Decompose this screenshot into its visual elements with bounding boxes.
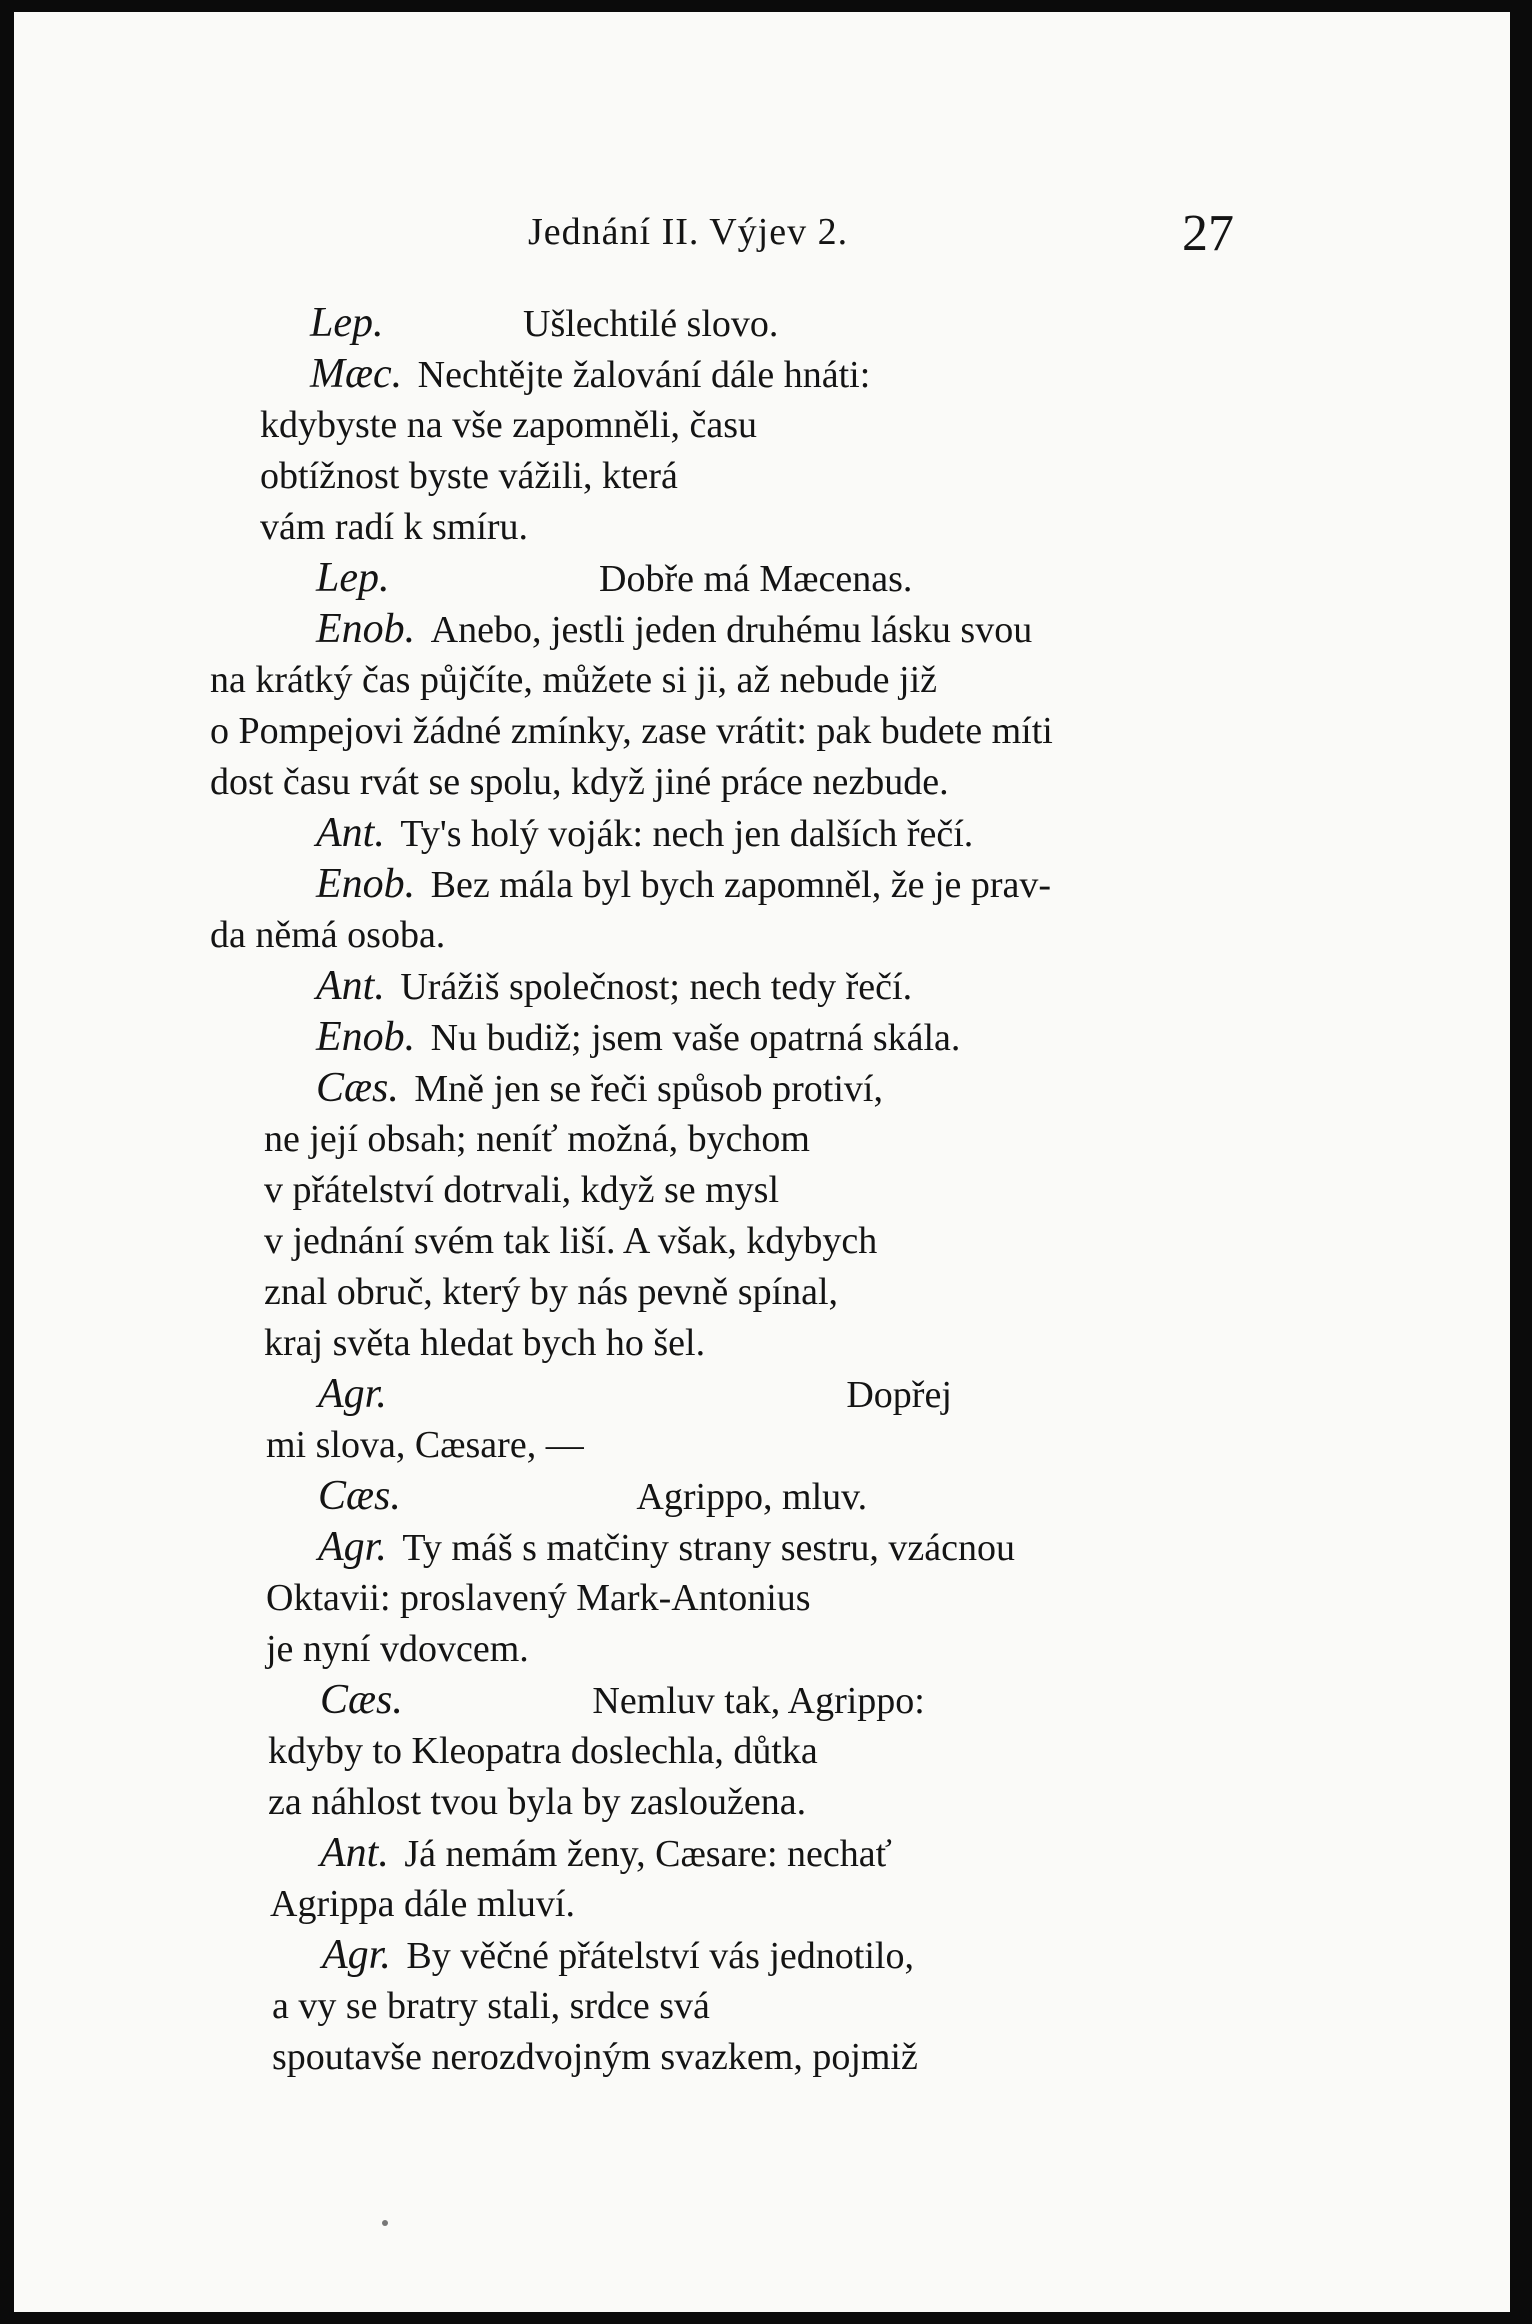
line-text: By věčné přátelství vás jednotilo, (406, 1935, 914, 1977)
text-line (272, 1981, 710, 2031)
speaker-label: Lep. (316, 555, 390, 601)
text-line (270, 1879, 575, 1929)
text-line (272, 2032, 918, 2082)
speaker-label: Enob. (316, 606, 416, 652)
line-text: Agrippo, mluv. (636, 1476, 868, 1518)
line-text: mi slova, Cæsare, — (266, 1424, 584, 1466)
text-line (268, 1726, 818, 1776)
line-text: Ušlechtilé slovo. (523, 303, 779, 345)
text-line (320, 1675, 925, 1725)
line-text: v jednání svém tak liší. A však, kdybych (264, 1220, 878, 1262)
text-line (260, 400, 757, 450)
speaker-label: Enob. (316, 1014, 416, 1060)
text-line (268, 1777, 806, 1827)
speaker-label: Agr. (318, 1524, 387, 1570)
text-line (266, 1624, 529, 1674)
line-text: Dobře má Mæcenas. (599, 558, 913, 600)
line-text: Dopřej (846, 1374, 952, 1416)
line-text: na krátký čas půjčíte, můžete si ji, až nebude již (210, 659, 937, 701)
scan-border-left (0, 0, 14, 2324)
speaker-label: Lep. (310, 300, 384, 346)
line-text: da němá osoba. (210, 914, 446, 956)
scan-border-right (1510, 0, 1532, 2324)
line-text: kdybyste na vše zapomněli, času (260, 404, 758, 446)
speaker-label: Ant. (316, 810, 385, 856)
text-line (210, 757, 949, 807)
speaker-label: Agr. (318, 1371, 387, 1417)
line-text: spoutavše nerozdvojným svazkem, pojmiž (272, 2036, 918, 2078)
text-line (316, 604, 1032, 654)
line-text: Urážiš společnost; nech tedy řečí. (400, 966, 913, 1008)
line-text: Anebo, jestli jeden druhému lásku svou (430, 609, 1033, 651)
text-line (310, 349, 870, 399)
text-line (318, 1471, 867, 1521)
page-number: 27 (1182, 205, 1234, 262)
line-text: obtížnost byste vážili, která (260, 455, 678, 497)
line-text: Ty's holý voják: nech jen dalších řečí. (400, 813, 974, 855)
text-line (318, 1369, 952, 1419)
line-text: za náhlost tvou byla by zasloužena. (268, 1781, 807, 1823)
line-text: je nyní vdovcem. (266, 1628, 529, 1670)
line-text: Oktavii: proslavený Mark-Antonius (266, 1577, 811, 1619)
text-line (320, 1828, 892, 1878)
line-text: Nechtějte žalování dále hnáti: (417, 354, 871, 396)
speaker-label: Mæc. (310, 351, 403, 397)
speaker-label: Ant. (316, 963, 385, 1009)
text-line (316, 859, 1051, 909)
line-text: Mně jen se řeči spůsob protiví, (414, 1068, 883, 1110)
text-line (316, 808, 973, 858)
text-line (210, 706, 1053, 756)
speaker-label: Ant. (320, 1830, 389, 1876)
text-line (322, 1930, 914, 1980)
line-text: znal obruč, který by nás pevně spínal, (264, 1271, 839, 1313)
line-text: kraj světa hledat bych ho šel. (264, 1322, 706, 1364)
line-text: Já nemám ženy, Cæsare: nechať (404, 1833, 892, 1875)
speaker-label: Enob. (316, 861, 416, 907)
line-text: kdyby to Kleopatra doslechla, důtka (268, 1730, 818, 1772)
line-text: Nemluv tak, Agrippo: (592, 1680, 925, 1722)
running-head: Jednání II. Výjev 2. (528, 211, 849, 253)
speaker-label: Cæs. (316, 1065, 399, 1111)
line-text: a vy se bratry stali, srdce svá (272, 1985, 710, 2027)
text-line (264, 1267, 838, 1317)
text-line (260, 451, 678, 501)
line-text: Nu budiž; jsem vaše opatrná skála. (430, 1017, 961, 1059)
text-line (310, 298, 778, 348)
line-text: v přátelství dotrvali, když se mysl (264, 1169, 780, 1211)
speaker-label: Cæs. (318, 1473, 401, 1519)
text-line (266, 1573, 811, 1623)
line-text: Agrippa dále mluví. (270, 1883, 575, 1925)
text-line (264, 1114, 810, 1164)
text-line (266, 1420, 584, 1470)
text-line (316, 1012, 960, 1062)
text-line (316, 961, 912, 1011)
text-line (264, 1216, 877, 1266)
text-line (264, 1165, 779, 1215)
speck (382, 2220, 388, 2226)
text-line (264, 1318, 705, 1368)
line-text: Ty máš s matčiny strany sestru, vzácnou (402, 1527, 1015, 1569)
line-text: vám radí k smíru. (260, 506, 529, 548)
speaker-label: Cæs. (320, 1677, 403, 1723)
text-line (316, 553, 912, 603)
text-line (210, 910, 445, 960)
text-line (260, 502, 528, 552)
book-page (14, 12, 1510, 2312)
line-text: o Pompejovi žádné zmínky, zase vrátit: pak budete míti (210, 710, 1053, 752)
text-line (316, 1063, 883, 1113)
line-text: dost času rvát se spolu, když jiné práce nezbude. (210, 761, 949, 803)
line-text: ne její obsah; neníť možná, bychom (264, 1118, 810, 1160)
line-text: Bez mála byl bych zapomněl, že je prav- (430, 864, 1052, 906)
speaker-label: Agr. (322, 1932, 391, 1978)
page-header (14, 200, 1510, 280)
text-line (210, 655, 937, 705)
text-line (318, 1522, 1015, 1572)
